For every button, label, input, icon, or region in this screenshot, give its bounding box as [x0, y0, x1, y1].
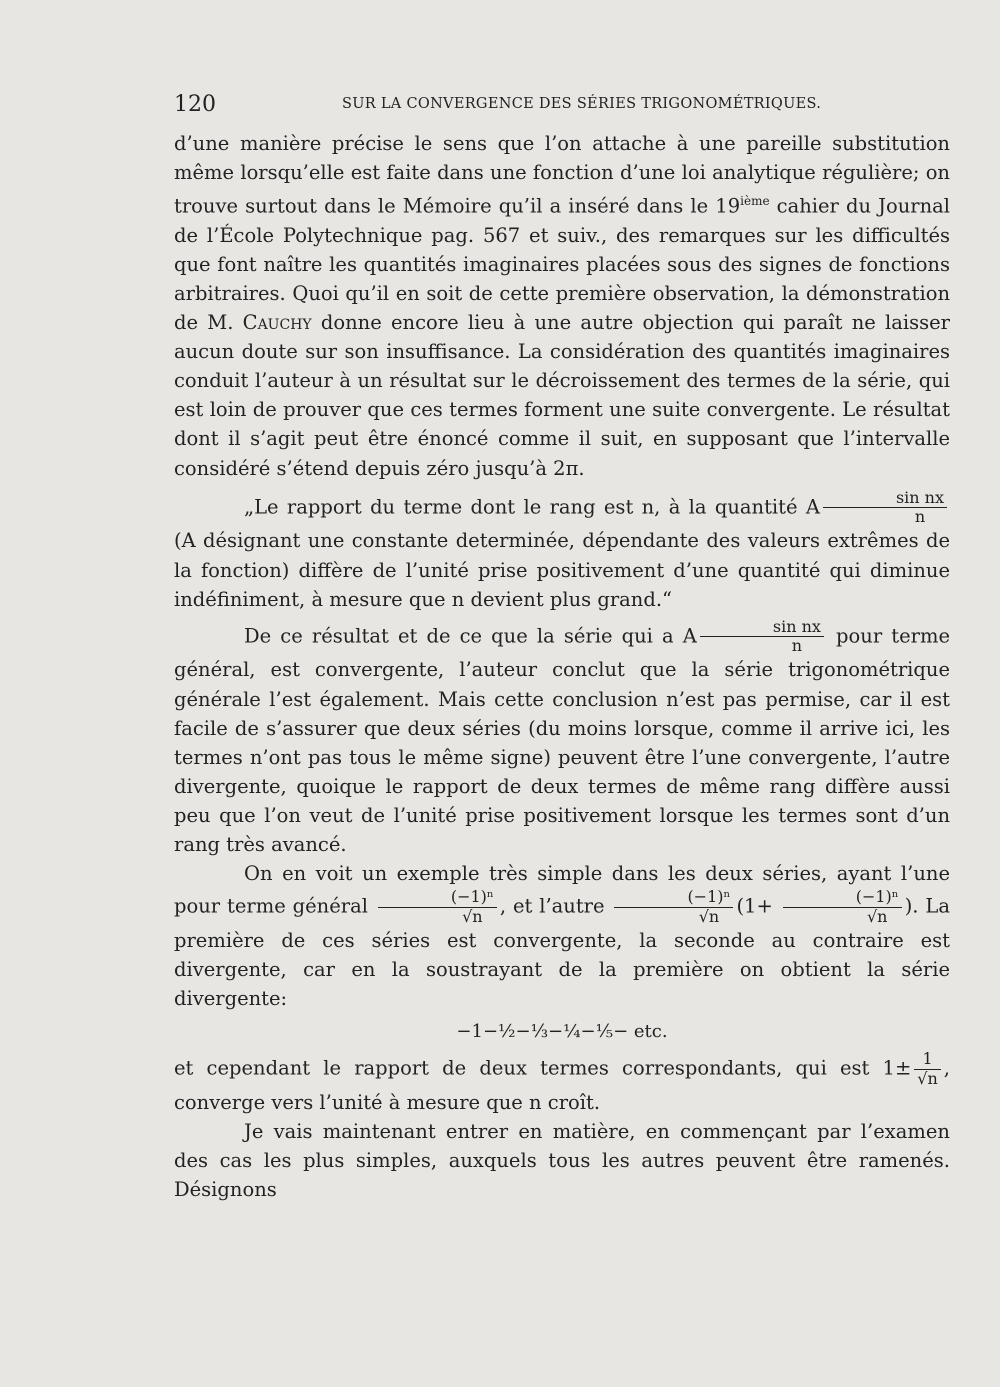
page-header — [174, 92, 950, 122]
running-title: SUR LA CONVERGENCE DES SÉRIES TRIGONOMÉTRIQUES. — [342, 96, 822, 112]
fraction: $\frac{\text{sin nx}}{n}$ — [823, 489, 947, 527]
paragraph-5: et cependant le rapport de deux termes correspondants, qui est 1± $\frac{1}{√n}$ , converge vers l’unité à mesure que n croît. — [174, 1049, 950, 1115]
fraction: $\frac{\text{(−1)ⁿ}}{√n}$ — [783, 888, 902, 926]
fraction: $\frac{\text{(−1)ⁿ}}{√n}$ — [614, 888, 733, 926]
paragraph-3: De ce résultat et de ce que la série qui a A $\frac{\text{sin nx}}{n}$ pour terme général, est convergente, l’auteur conclut que la série trigonométrique générale l’est également. Mais cette conclusion n’est pas permise, car il est facile de s’assurer que deux séries (du moins lorsque, comme il arrive ici, les termes n’ont pas tous le même signe) peuvent être l’une convergente, l’autre divergente, quoique le rapport de deux termes de même rang diffère aussi peu que l’on veut de l’unité prise positivement lorsque les termes sont d’un rang très avancé. — [174, 616, 950, 857]
series-equation: −1−½−⅓−¼−⅕− etc. — [456, 1021, 668, 1043]
page-number: 120 — [174, 92, 216, 117]
body-text — [174, 129, 950, 1205]
fraction: $\frac{\text{(−1)ⁿ}}{√n}$ — [378, 888, 497, 926]
paragraph-4: On en voit un exemple très simple dans les deux séries, ayant l’une pour terme général $\frac{\text{(−1)ⁿ}}{√n}$ , et l’autre $\frac{\text{(−1)ⁿ}}{√n}$ (1+ $\frac{\text{(−1)ⁿ}}{√n}$ ). La première de ces séries est convergente, la seconde au contraire est divergente, car en la soustrayant de la première on obtient la série divergente: — [174, 862, 950, 1011]
paragraph-6: Je vais maintenant entrer en matière, en commençant par l’examen des cas les plus simples, auxquels tous les autres peuvent être ramenés. Désignons — [174, 1120, 950, 1202]
author-name: Cauchy — [242, 311, 312, 335]
fraction: $\frac{\text{sin nx}}{n}$ — [700, 618, 824, 656]
paragraph-2: „Le rapport du terme dont le rang est n, à la quantité A $\frac{\text{sin nx}}{n}$ (A désignant une constante determinée, dépendante des valeurs extrêmes de la fonction) diffère de l’unité prise positivement d’une quantité qui diminue indéfiniment, à mesure que n devient plus grand.“ — [174, 487, 950, 611]
fraction: $\frac{1}{√n}$ — [914, 1050, 941, 1088]
superscript: ième — [740, 194, 770, 209]
paragraph-1: d’une manière précise le sens que l’on attache à une pareille substitution même lorsqu’elle est faite dans une fonction d’une loi analytique régulière; on trouve surtout dans le Mémoire qu’il a inséré dans le 19ième cahier du Journal de l’École Polytechnique pag. 567 et suiv., des remarques sur les difficultés que font naître les quantités imaginaires placées sous des signes de fonctions arbitraires. Quoi qu’il en soit de cette première observation, la démonstration de M. Cauchy donne encore lieu à une autre objection qui paraît ne laisser aucun doute sur son insuffisance. La considération des quantités imaginaires conduit l’auteur à un résultat sur le décroissement des termes de la série, qui est loin de prouver que ces termes forment une suite convergente. Le résultat dont il s’agit peut être énoncé comme il suit, en supposant que l’intervalle considéré s’étend depuis zéro jusqu’à 2π. — [174, 132, 950, 480]
